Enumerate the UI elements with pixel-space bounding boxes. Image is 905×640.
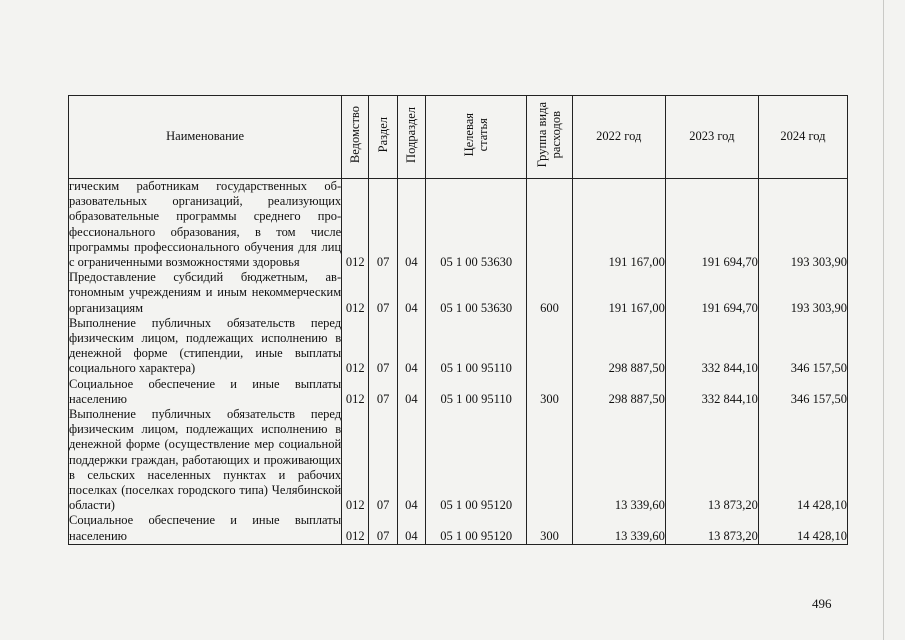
row-2022: 298 887,50 (572, 316, 665, 377)
row-2022: 298 887,50 (572, 377, 665, 407)
row-section: 07 (369, 270, 397, 316)
header-group: Группа вида расходов (527, 96, 573, 179)
header-dept: Ведомство (342, 96, 369, 179)
row-2022: 191 167,00 (572, 179, 665, 271)
row-name: Выполнение публичных обязательств перед физическим лицом, подлежащих исполнению в денежной форме (осуществление мер социальной поддержки граждан, работающих и проживающих в сельских населенных пунктах и рабочих поселках (поселках городского типа) Челябинской области) (69, 407, 342, 513)
row-subsection: 04 (397, 270, 425, 316)
row-target: 05 1 00 95120 (426, 513, 527, 544)
row-2024: 346 157,50 (758, 316, 847, 377)
row-group: 300 (527, 377, 573, 407)
row-2024: 193 303,90 (758, 179, 847, 271)
table-row (69, 513, 848, 544)
row-group: 600 (527, 270, 573, 316)
row-2024: 14 428,10 (758, 513, 847, 544)
row-group (527, 179, 573, 271)
row-section: 07 (369, 513, 397, 544)
row-name: Выполнение публичных обязательств перед физическим лицом, подлежащих исполнению в денежной форме (стипендии, иные выплаты социального характера) (69, 315, 342, 376)
table-row (69, 179, 848, 271)
row-2023: 13 873,20 (665, 407, 758, 513)
row-2023: 13 873,20 (665, 513, 758, 544)
row-target: 05 1 00 95120 (426, 407, 527, 513)
row-subsection: 04 (397, 316, 425, 377)
row-group: 300 (527, 513, 573, 544)
row-group (527, 316, 573, 377)
row-section: 07 (369, 316, 397, 377)
row-dept: 012 (342, 407, 369, 513)
table-header-row (69, 96, 848, 179)
row-2022: 191 167,00 (572, 270, 665, 316)
header-subsection: Подраздел (397, 96, 425, 179)
row-2024: 193 303,90 (758, 270, 847, 316)
table-row (69, 407, 848, 513)
row-dept: 012 (342, 377, 369, 407)
row-2023: 191 694,70 (665, 270, 758, 316)
row-name: Предоставление субсидий бюджетным, автономным учреждениям и иным некоммерческим организациям (69, 270, 342, 315)
row-subsection: 04 (397, 377, 425, 407)
row-name: гическим работникам государственных образовательных организаций, реализующих образовательные программы среднего профессионального образования, в том числе программы профессионального обучения для лиц с ограниченными возможностями здоровья (69, 179, 342, 270)
row-2023: 332 844,10 (665, 316, 758, 377)
header-target: Целевая статья (426, 96, 527, 179)
row-subsection: 04 (397, 513, 425, 544)
row-section: 07 (369, 377, 397, 407)
row-dept: 012 (342, 316, 369, 377)
row-section: 07 (369, 407, 397, 513)
header-section: Раздел (369, 96, 397, 179)
row-dept: 012 (342, 179, 369, 271)
row-name: Социальное обеспечение и иные выплаты населению (69, 376, 342, 406)
row-section: 07 (369, 179, 397, 271)
row-target: 05 1 00 95110 (426, 377, 527, 407)
row-2023: 332 844,10 (665, 377, 758, 407)
row-target: 05 1 00 95110 (426, 316, 527, 377)
header-2024: 2024 год (758, 96, 847, 179)
row-2022: 13 339,60 (572, 513, 665, 544)
row-name: Социальное обеспечение и иные выплаты населению (69, 513, 342, 543)
row-target: 05 1 00 53630 (426, 179, 527, 271)
row-target: 05 1 00 53630 (426, 270, 527, 316)
row-dept: 012 (342, 270, 369, 316)
budget-table (68, 95, 848, 545)
row-2023: 191 694,70 (665, 179, 758, 271)
row-group (527, 407, 573, 513)
row-subsection: 04 (397, 179, 425, 271)
row-2024: 14 428,10 (758, 407, 847, 513)
row-2024: 346 157,50 (758, 377, 847, 407)
row-subsection: 04 (397, 407, 425, 513)
table-row (69, 270, 848, 316)
header-2022: 2022 год (572, 96, 665, 179)
header-name: Наименование (69, 96, 342, 179)
page-number: 496 (812, 596, 832, 611)
header-2023: 2023 год (665, 96, 758, 179)
page-edge-shadow (883, 0, 884, 640)
table-row (69, 377, 848, 407)
table-row (69, 316, 848, 377)
row-2022: 13 339,60 (572, 407, 665, 513)
row-dept: 012 (342, 513, 369, 544)
